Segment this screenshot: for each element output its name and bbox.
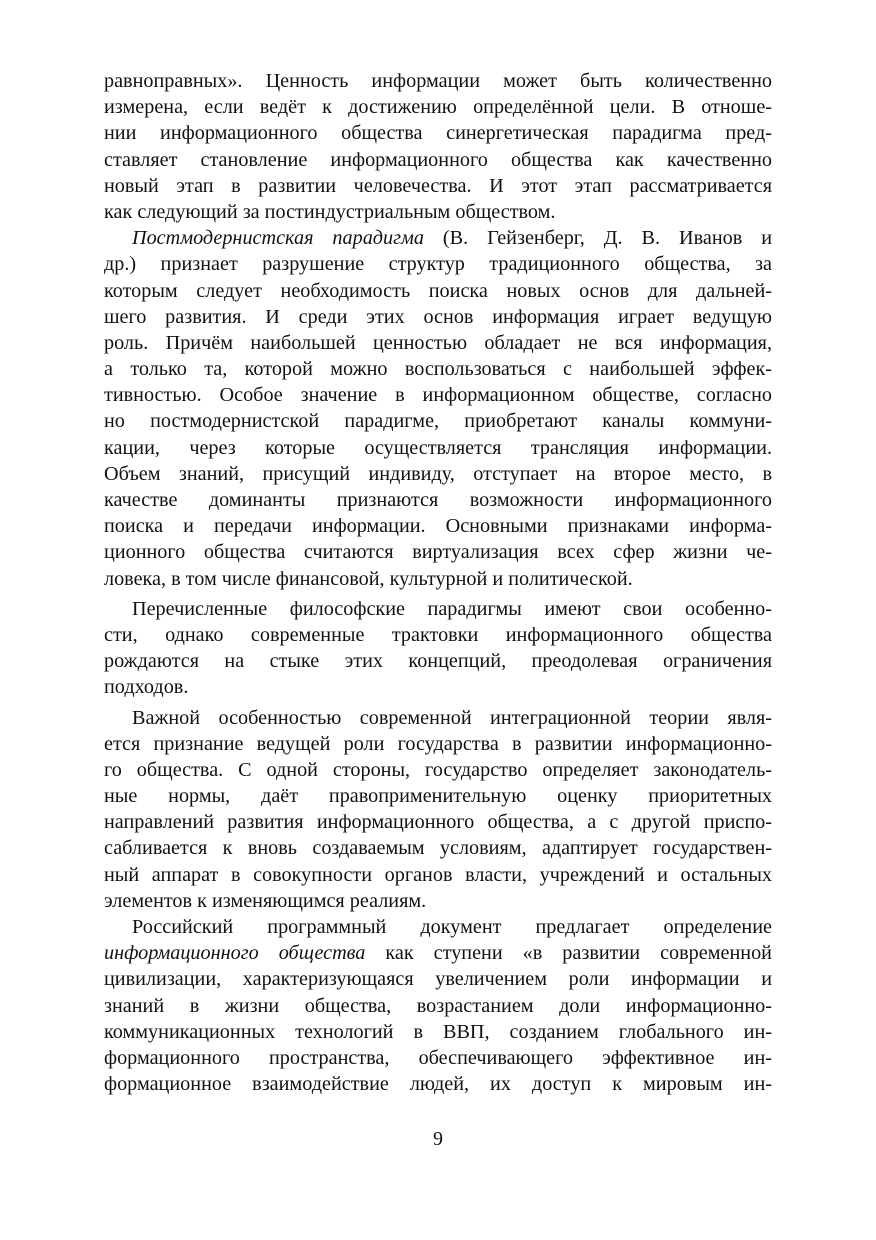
italic-term: информационного общества bbox=[104, 942, 366, 965]
document-page bbox=[104, 68, 772, 1097]
text-line: знаний в жизни общества, возрастанием доли информационно- bbox=[104, 994, 772, 1017]
text-line: измерена, если ведёт к достижению определённой цели. В отноше- bbox=[104, 96, 772, 119]
lead-rest: (В. Гейзенберг, Д. В. Иванов и bbox=[423, 227, 773, 250]
text-line: а только та, которой можно воспользоваться с наибольшей эффек- bbox=[104, 358, 772, 381]
paragraph-3 bbox=[104, 596, 772, 701]
text-line: рождаются на стыке этих концепций, преодолевая ограничения bbox=[104, 650, 772, 673]
text-line: нии информационного общества синергетическая парадигма пред- bbox=[104, 122, 772, 145]
text-line: ный аппарат в совокупности органов власти, учреждений и остальных bbox=[104, 863, 772, 886]
page-number: 9 bbox=[433, 1128, 443, 1150]
text-line: роль. Причём наибольшей ценностью обладает не вся информация, bbox=[104, 331, 772, 354]
text-line: сти, однако современные трактовки информационного общества bbox=[104, 623, 772, 646]
text-line: ные нормы, даёт правоприменительную оценку приоритетных bbox=[104, 785, 772, 808]
text-line-italic-term bbox=[104, 940, 772, 966]
text-line: качестве доминанты признаются возможности информационного bbox=[104, 489, 772, 511]
text-line: равноправных». Ценность информации может быть количественно bbox=[104, 70, 772, 92]
text-line: формационного пространства, обеспечивающего эффективное ин- bbox=[104, 1046, 772, 1069]
text-line: ционного общества считаются виртуализация всех сфер жизни че- bbox=[104, 541, 772, 564]
text-line: сабливается к вновь создаваемым условиям, адаптирует государствен- bbox=[104, 837, 772, 860]
text-line: ется признание ведущей роли государства в развитии информационно- bbox=[104, 732, 772, 755]
second-rest: как ступени «в развитии современной bbox=[365, 942, 772, 965]
text-line: ловека, в том числе финансовой, культурной и политической. bbox=[104, 567, 633, 590]
text-line: как следующий за постиндустриальным обществом. bbox=[104, 200, 556, 223]
text-line: но постмодернистской парадигме, приобретают каналы коммуни- bbox=[104, 410, 772, 433]
text-line: Объем знаний, присущий индивиду, отступает на второе место, в bbox=[104, 462, 772, 485]
paragraph-5 bbox=[104, 914, 772, 1097]
text-line: подходов. bbox=[104, 676, 189, 699]
text-line: Российский программный документ предлагает определение bbox=[132, 916, 772, 938]
text-line: коммуникационных технологий в ВВП, созданием глобального ин- bbox=[104, 1020, 772, 1043]
text-line: формационное взаимодействие людей, их доступ к мировым ин- bbox=[104, 1073, 772, 1096]
italic-term: Постмодернистская парадигма bbox=[132, 227, 424, 250]
paragraph-1 bbox=[104, 68, 772, 225]
text-line: кации, через которые осуществляется трансляция информации. bbox=[104, 436, 772, 459]
text-line: шего развития. И среди этих основ информация играет ведущую bbox=[104, 305, 772, 328]
paragraph-2 bbox=[104, 225, 772, 592]
text-line: Перечисленные философские парадигмы имеют свои особенно- bbox=[132, 597, 772, 620]
text-line: элементов к изменяющимся реалиям. bbox=[104, 889, 427, 912]
text-line: ставляет становление информационного общества как качественно bbox=[104, 148, 772, 171]
text-line: го общества. С одной стороны, государство определяет законодатель- bbox=[104, 758, 772, 781]
text-line: новый этап в развитии человечества. И этот этап рассматривается bbox=[104, 174, 772, 197]
text-line: направлений развития информационного общества, а с другой приспо- bbox=[104, 811, 772, 834]
text-line: др.) признает разрушение структур традиционного общества, за bbox=[104, 253, 772, 276]
text-line: поиска и передачи информации. Основными признаками информа- bbox=[104, 515, 772, 538]
text-line: Важной особенностью современной интеграционной теории явля- bbox=[132, 706, 772, 729]
text-line: которым следует необходимость поиска новых основ для дальней- bbox=[104, 279, 772, 302]
text-line: тивностью. Особое значение в информационном обществе, согласно bbox=[104, 384, 772, 407]
text-line-lead bbox=[104, 225, 772, 251]
paragraph-4 bbox=[104, 705, 772, 915]
text-line: цивилизации, характеризующаяся увеличением роли информации и bbox=[104, 968, 772, 991]
